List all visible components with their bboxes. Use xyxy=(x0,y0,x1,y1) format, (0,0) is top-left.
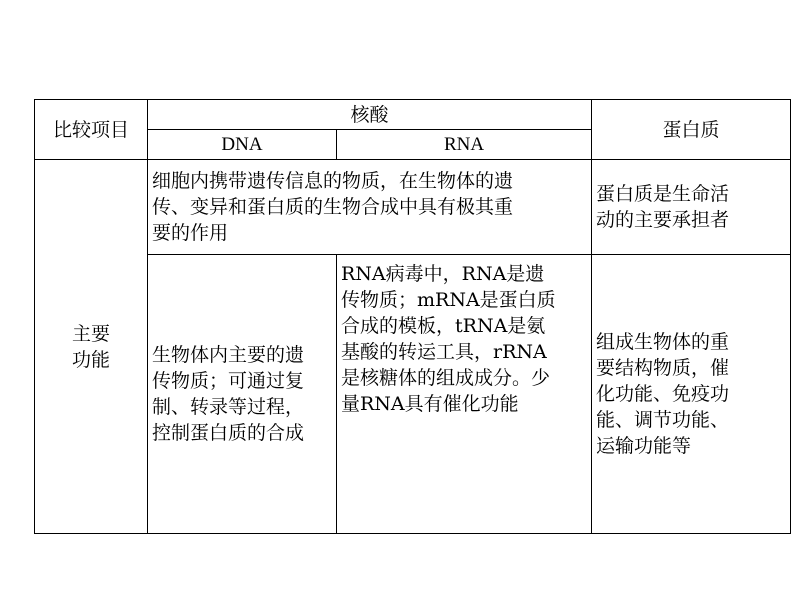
cell-dna-function xyxy=(148,255,337,534)
comparison-table xyxy=(34,99,791,534)
header-protein xyxy=(592,100,791,160)
nucleic-common-text: 细胞内携带遗传信息的物质，在生物体的遗 传、变异和蛋白质的生物合成中具有极其重 要的作用 xyxy=(152,170,514,244)
cell-protein-function xyxy=(592,255,791,534)
cell-rna-function xyxy=(337,255,592,534)
header-nucleic-acid-text: 核酸 xyxy=(350,103,389,126)
header-compare-item-text: 比较项目 xyxy=(52,118,129,141)
row-label-main-function xyxy=(35,160,148,534)
header-protein-text: 蛋白质 xyxy=(662,118,720,141)
cell-protein-summary xyxy=(592,160,791,255)
row-label-text: 主要 功能 xyxy=(71,322,110,371)
header-compare-item xyxy=(35,100,148,160)
header-nucleic-acid xyxy=(148,100,592,130)
protein-summary-text: 蛋白质是生命活 动的主要承担者 xyxy=(596,183,730,231)
header-dna xyxy=(148,130,337,160)
rna-function-text: RNA病毒中，RNA是遗 传物质；mRNA是蛋白质 合成的模板，tRNA是氨 基酸的转运工具，rRNA 是核糖体的组成成分。少 量RNA具有催化功能 xyxy=(341,263,556,415)
header-rna-text: RNA xyxy=(443,133,485,155)
protein-function-text: 组成生物体的重 要结构物质，催 化功能、免疫功 能、调节功能、 运输功能等 xyxy=(596,331,730,457)
cell-nucleic-common xyxy=(148,160,592,255)
header-rna xyxy=(337,130,592,160)
header-dna-text: DNA xyxy=(221,133,263,155)
dna-function-text: 生物体内主要的遗 传物质；可通过复 制、转录等过程， 控制蛋白质的合成 xyxy=(152,344,305,444)
